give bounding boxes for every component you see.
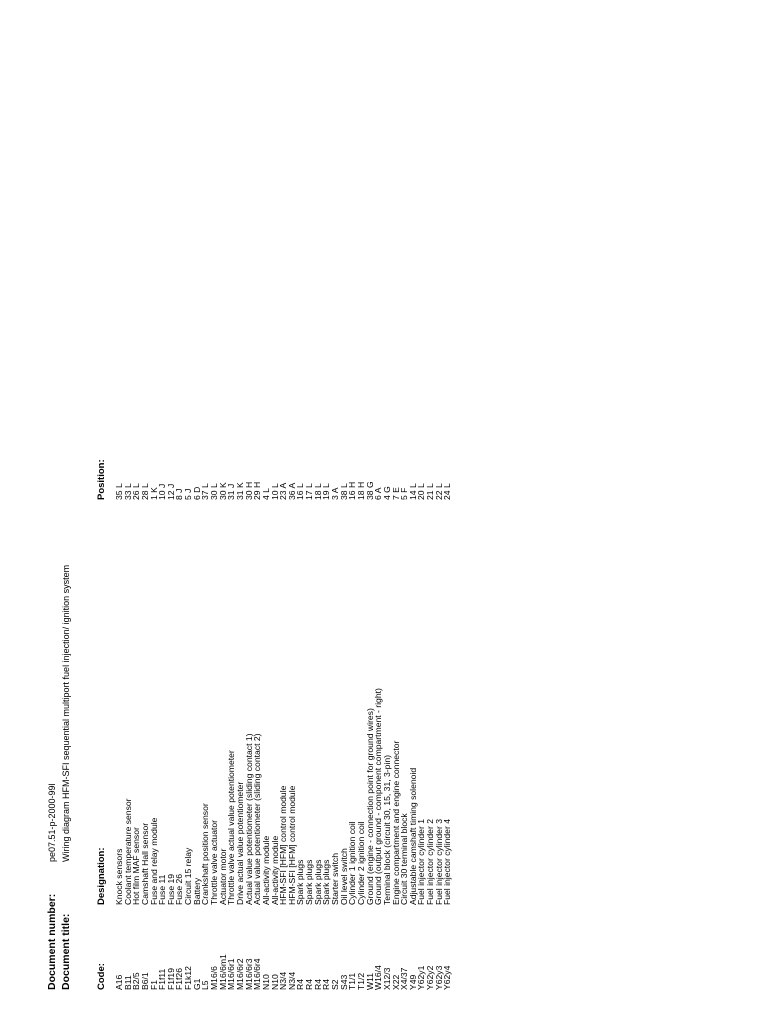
position-cell: 38 L — [338, 483, 349, 500]
designation-cell: Crankshaft position sensor — [200, 803, 211, 905]
table-row — [443, 410, 452, 990]
code-cell: S43 — [338, 974, 349, 990]
position-cell: 38 G — [364, 481, 375, 500]
designation-cell: Coolant temperature sensor — [122, 798, 133, 905]
designation-cell: Actual value potentiometer (sliding contact 2) — [252, 733, 263, 905]
position-cell: 31 J — [226, 483, 237, 500]
designation-cell: Starter switch — [330, 852, 341, 905]
document-title-value: Wiring diagram HFM-SFI sequential multiport fuel injection/ ignition system — [61, 564, 71, 862]
code-cell: A16 — [114, 974, 124, 990]
position-cell: 16 L — [295, 483, 306, 500]
code-cell: M16/6r2 — [234, 958, 245, 990]
position-cell: 35 L — [114, 483, 124, 500]
designation-cell: Fuse and relay module — [148, 817, 159, 905]
code-cell: Y62y3 — [433, 965, 444, 990]
code-cell: Y62y1 — [416, 965, 427, 990]
position-cell: 18 H — [355, 481, 366, 500]
designation-cell: HFM-SFI [HFM] control module — [278, 785, 289, 905]
document-number-label: Document number: — [46, 893, 58, 990]
code-cell: X12/3 — [381, 967, 392, 990]
code-cell: W16/4 — [373, 965, 384, 990]
designation-cell: Ground (engine - connection point for ground wires) — [364, 708, 375, 905]
position-cell: 7 E — [390, 487, 401, 500]
designation-cell: All-activity module — [269, 835, 280, 905]
position-cell: 1 K — [148, 487, 159, 500]
position-cell: 29 H — [252, 481, 263, 500]
column-header-designation: Designation: — [96, 847, 107, 905]
code-cell: R4 — [295, 979, 306, 990]
code-cell: X4/37 — [399, 967, 410, 990]
column-header-position: Position: — [96, 459, 107, 500]
position-cell: 12 J — [165, 483, 176, 500]
designation-cell: Adjustable camshaft timing solenoid — [407, 767, 418, 905]
code-cell: Y62y2 — [425, 965, 436, 990]
position-cell: 17 L — [304, 483, 315, 500]
designation-cell: Actual value potentiometer (sliding contact 1) — [243, 733, 254, 905]
position-cell: 24 L — [442, 483, 453, 500]
position-cell: 16 H — [347, 481, 358, 500]
designation-cell: Knock sensors — [114, 848, 124, 905]
designation-cell: Cylinder 1 ignition coil — [347, 821, 358, 905]
designation-cell: Throttle valve actuator — [209, 819, 220, 905]
designation-cell: Battery — [191, 877, 202, 905]
designation-cell: Fuel injector cylinder 4 — [442, 819, 453, 905]
position-cell: 30 K — [217, 482, 228, 500]
position-cell: 28 L — [139, 483, 150, 500]
position-cell: 6 D — [191, 486, 202, 500]
document-number-value: pe07.51-p-2000-99l — [47, 783, 57, 862]
designation-cell: Spark plugs — [304, 859, 315, 905]
position-cell: 10 L — [269, 483, 280, 500]
position-cell: 30 L — [209, 483, 220, 500]
designation-cell: Actuator motor — [217, 848, 228, 905]
code-cell: T1/2 — [355, 972, 366, 990]
code-cell: M16/6r4 — [252, 958, 263, 990]
position-cell: 26 L — [131, 483, 142, 500]
code-cell: F1k12 — [183, 966, 194, 990]
position-cell: 4 L — [260, 488, 271, 500]
designation-cell: Ground (output ground - component compartment - right) — [373, 688, 384, 905]
code-cell: N3/4 — [286, 971, 297, 990]
document-title-label: Document title: — [60, 913, 72, 990]
designation-cell: Spark plugs — [321, 859, 332, 905]
position-cell: 36 A — [286, 482, 297, 500]
position-cell: 10 J — [157, 483, 168, 500]
position-cell: 8 J — [174, 488, 185, 500]
code-cell: M16/6r3 — [243, 958, 254, 990]
rotated-sheet — [44, 459, 624, 990]
designation-cell: HFM-SFI [HFM] control module — [286, 785, 297, 905]
position-cell: 4 G — [381, 486, 392, 500]
designation-cell: Fuel injector cylinder 1 — [416, 819, 427, 905]
designation-cell: Spark plugs — [312, 859, 323, 905]
code-cell: G1 — [191, 978, 202, 990]
code-cell: N3/4 — [278, 971, 289, 990]
component-table — [115, 410, 452, 990]
code-cell: F1f26 — [174, 968, 185, 990]
position-cell: 5 F — [399, 487, 410, 500]
designation-cell: Fuse 11 — [157, 874, 168, 905]
code-cell: Y62y4 — [442, 965, 453, 990]
designation-cell: Hot film MAF sensor — [131, 827, 142, 905]
code-cell: F1f11 — [157, 968, 168, 990]
position-cell: 33 L — [122, 483, 133, 500]
designation-cell: Oil level switch — [338, 848, 349, 905]
designation-cell: Drive actual value potentiometer — [234, 781, 245, 905]
code-cell: F1 — [148, 979, 159, 990]
designation-cell: Spark plugs — [295, 859, 306, 905]
position-cell: 5 J — [183, 488, 194, 500]
designation-cell: Circuit 30 terminal block — [399, 813, 410, 905]
designation-cell: Camshaft Hall sensor — [139, 822, 150, 905]
code-cell: M16/6m1 — [217, 954, 228, 990]
position-cell: 21 L — [425, 483, 436, 500]
code-cell: S2 — [330, 979, 341, 990]
code-cell: T1/1 — [347, 972, 358, 990]
position-cell: 37 L — [200, 483, 211, 500]
code-cell: M16/6 — [209, 966, 220, 990]
position-cell: 31 K — [234, 482, 245, 500]
code-cell: X22 — [390, 974, 401, 990]
position-cell: 18 L — [312, 483, 323, 500]
designation-cell: Fuse 26 — [174, 873, 185, 905]
designation-cell: Terminal block (circuit 30, 15, 31, 3-pin) — [381, 755, 392, 905]
code-cell: W11 — [364, 972, 375, 990]
code-cell: N10 — [260, 974, 271, 990]
code-cell: R4 — [312, 979, 323, 990]
position-cell: 19 L — [321, 483, 332, 500]
code-cell: N10 — [269, 974, 280, 990]
position-cell: 20 L — [416, 483, 427, 500]
position-cell: 22 L — [433, 483, 444, 500]
code-cell: B2/5 — [131, 972, 142, 990]
designation-cell: Fuel injector cylinder 3 — [433, 819, 444, 905]
designation-cell: Engine compartment and engine connector — [390, 740, 401, 905]
designation-cell: All-activity module — [260, 835, 271, 905]
position-cell: 23 A — [278, 482, 289, 500]
column-header-code: Code: — [96, 963, 107, 990]
position-cell: 14 L — [407, 483, 418, 500]
code-cell: M16/6r1 — [226, 958, 237, 990]
designation-cell: Fuel injector cylinder 2 — [425, 819, 436, 905]
code-cell: B11 — [122, 975, 133, 990]
code-cell: B6/1 — [139, 972, 150, 990]
designation-cell: Cylinder 2 ignition coil — [355, 821, 366, 905]
code-cell: Y49 — [407, 974, 418, 990]
code-cell: L5 — [200, 980, 211, 990]
designation-cell: Throttle valve actual value potentiometer — [226, 750, 237, 905]
position-cell: 30 H — [243, 481, 254, 500]
designation-cell: Fuse 19 — [165, 873, 176, 905]
code-cell: R4 — [304, 979, 315, 990]
position-cell: 3 A — [330, 487, 341, 500]
code-cell: F1f19 — [165, 968, 176, 990]
designation-cell: Circuit 15 relay — [183, 847, 194, 905]
code-cell: R4 — [321, 979, 332, 990]
position-cell: 6 A — [373, 487, 384, 500]
